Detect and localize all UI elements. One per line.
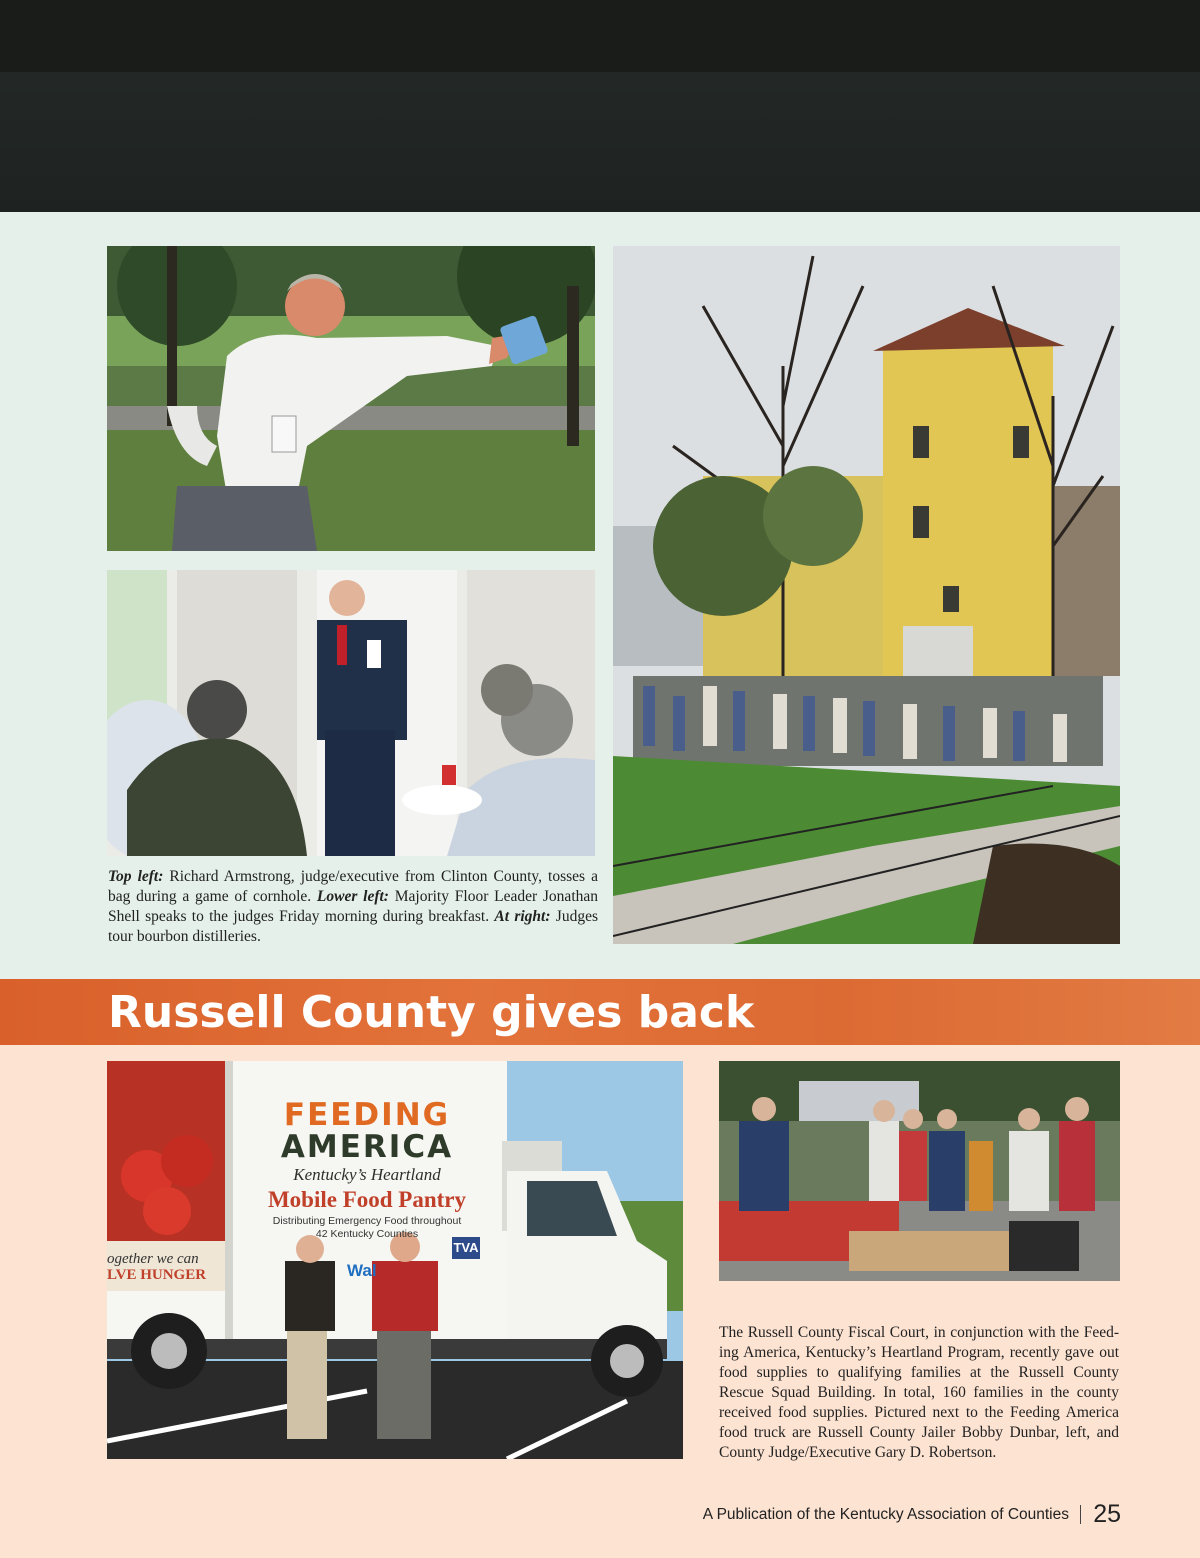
caption-top [108, 867, 598, 947]
photo-food-pantry [719, 1061, 1120, 1281]
caption-top-left-label: Top left: [108, 868, 164, 885]
truck-sub2: 42 Kentucky Counties [315, 1228, 419, 1240]
top-dark-strip [0, 0, 1200, 72]
truck-slogan1: ogether we can [107, 1251, 199, 1267]
truck-sponsor: Wal [347, 1261, 377, 1280]
photo-distillery [613, 246, 1120, 944]
section-banner [0, 979, 1200, 1045]
caption-lower-left-label: Lower left: [316, 888, 389, 905]
truck-tagline: Kentucky’s Heartland [293, 1165, 441, 1184]
truck-brand-line1: FEEDING [283, 1097, 451, 1133]
footer-divider [1080, 1505, 1081, 1524]
photo-cornhole [107, 246, 595, 551]
photo-food-truck [107, 1061, 683, 1459]
caption-top-left-text: Richard Armstrong, judge/executive from Clinton County, tosses a bag during a game of cornhole. [108, 868, 598, 905]
caption-right-label: At right: [494, 908, 551, 925]
page-number: 25 [1093, 1500, 1121, 1528]
truck-brand-line2: AMERICA [280, 1129, 454, 1165]
caption-right-text: Judges tour bourbon distilleries. [108, 908, 598, 945]
truck-program: Mobile Food Pantry [267, 1187, 467, 1212]
truck-slogan2: LVE HUNGER [107, 1267, 207, 1283]
truck-sub1: Distributing Emergency Food throughout [272, 1215, 462, 1227]
caption-bottom: The Russell County Fiscal Court, in conjunction with the Feed-ing America, Kentucky’s Heartland Program, recently gave out food supplies to qualifying families at the Russell County Rescue Squad Building. In total, 160 families in the county received food supplies. Pictured next to the Feeding America food truck are Russell County Jailer Bobby Dunbar, left, and County Judge/Executive Gary D. Robertson. [719, 1324, 1119, 1461]
truck-tva-logo: TVA [452, 1237, 480, 1259]
top-photo-band [0, 0, 1200, 212]
footer-publication: A Publication of the Kentucky Association of Counties [702, 1506, 1069, 1523]
page-footer [685, 1500, 1121, 1530]
caption-lower-left-text: Majority Floor Leader Jonathan Shell speaks to the judges Friday morning during breakfast. [108, 888, 598, 925]
photo-speaker [107, 570, 595, 856]
section-title: Russell County gives back [108, 987, 755, 1038]
